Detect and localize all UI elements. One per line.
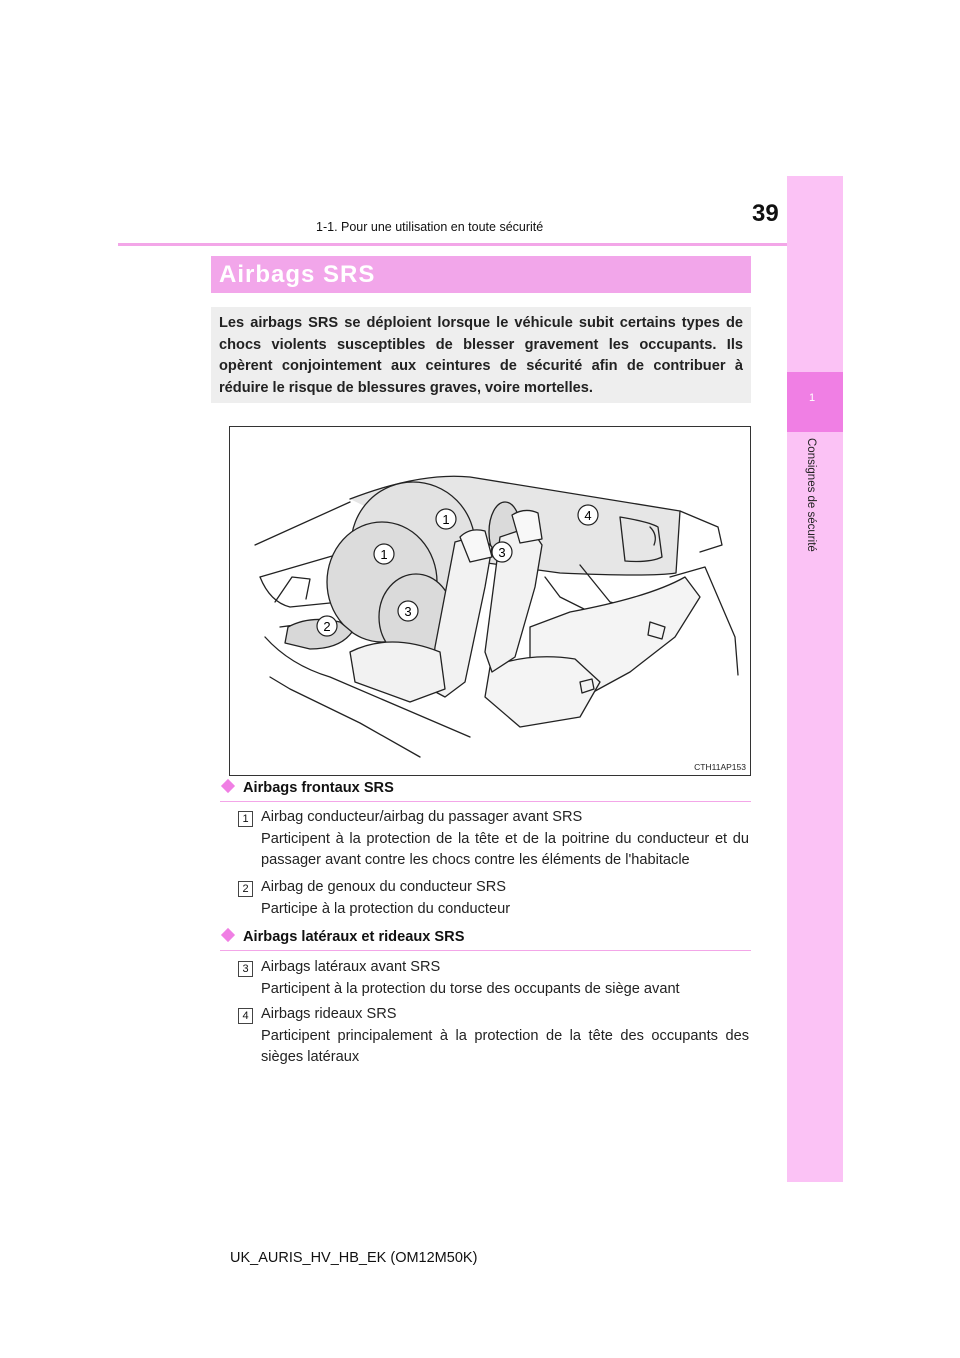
intro-text: Les airbags SRS se déploient lorsque le véhicule subit certains types de chocs violents susceptibles de blesser gravement les occupants. Ils opèrent conjointement aux ceintures de sécurité afin de contribuer à réduire le risque de blessures graves, voire mortelles. bbox=[219, 315, 743, 396]
item-4 bbox=[261, 1004, 749, 1069]
airbag-illustration bbox=[229, 426, 751, 776]
item-1 bbox=[261, 807, 749, 872]
subheading-rule bbox=[220, 801, 751, 802]
item-3 bbox=[261, 957, 749, 1000]
footer-code: UK_AURIS_HV_HB_EK (OM12M50K) bbox=[230, 1250, 478, 1266]
page-number: 39 bbox=[752, 200, 779, 227]
chapter-number: 1 bbox=[809, 392, 816, 404]
item-2 bbox=[261, 877, 749, 920]
page-title: Airbags SRS bbox=[219, 261, 376, 288]
title-bar bbox=[211, 256, 751, 293]
item-1-title: Airbag conducteur/airbag du passager avant SRS bbox=[261, 809, 583, 825]
item-number-3: 3 bbox=[238, 961, 253, 977]
section-header: 1-1. Pour une utilisation en toute sécurité bbox=[316, 220, 544, 234]
callout-4-curtain: 4 bbox=[584, 508, 592, 523]
chapter-side-tab[interactable] bbox=[787, 176, 843, 1182]
item-number-1: 1 bbox=[238, 811, 253, 827]
subheading-frontal-text: Airbags frontaux SRS bbox=[243, 780, 394, 796]
item-3-title: Airbags latéraux avant SRS bbox=[261, 959, 441, 975]
callout-3-driver-side: 3 bbox=[404, 604, 412, 619]
callout-1-passenger: 1 bbox=[442, 512, 450, 527]
subheading-side-curtain-text: Airbags latéraux et rideaux SRS bbox=[243, 929, 465, 945]
header-rule bbox=[118, 243, 842, 246]
diamond-bullet-icon bbox=[221, 779, 235, 793]
diamond-bullet-icon bbox=[221, 928, 235, 942]
item-number-4: 4 bbox=[238, 1008, 253, 1024]
item-2-desc: Participe à la protection du conducteur bbox=[261, 900, 511, 917]
item-3-desc: Participent à la protection du torse des occupants de siège avant bbox=[261, 980, 680, 997]
callout-3-passenger-side: 3 bbox=[498, 545, 506, 560]
item-1-desc: Participent à la protection de la tête et de la poitrine du conducteur et du passager avant contre les chocs contre les éléments de l'habitacle bbox=[261, 830, 749, 869]
subheading-side-curtain bbox=[220, 929, 464, 945]
subheading-rule bbox=[220, 950, 751, 951]
chapter-title: Consignes de sécurité bbox=[805, 438, 817, 552]
item-number-2: 2 bbox=[238, 881, 253, 897]
car-interior-drawing bbox=[230, 427, 750, 775]
callout-2-knee: 2 bbox=[323, 619, 331, 634]
item-2-title: Airbag de genoux du conducteur SRS bbox=[261, 879, 507, 895]
item-4-title: Airbags rideaux SRS bbox=[261, 1006, 397, 1022]
item-4-desc: Participent principalement à la protection de la tête des occupants des sièges latéraux bbox=[261, 1027, 749, 1066]
subheading-frontal bbox=[220, 780, 394, 796]
figure-id: CTH11AP153 bbox=[694, 762, 746, 772]
callout-1-driver: 1 bbox=[380, 547, 388, 562]
intro-box bbox=[211, 307, 751, 403]
